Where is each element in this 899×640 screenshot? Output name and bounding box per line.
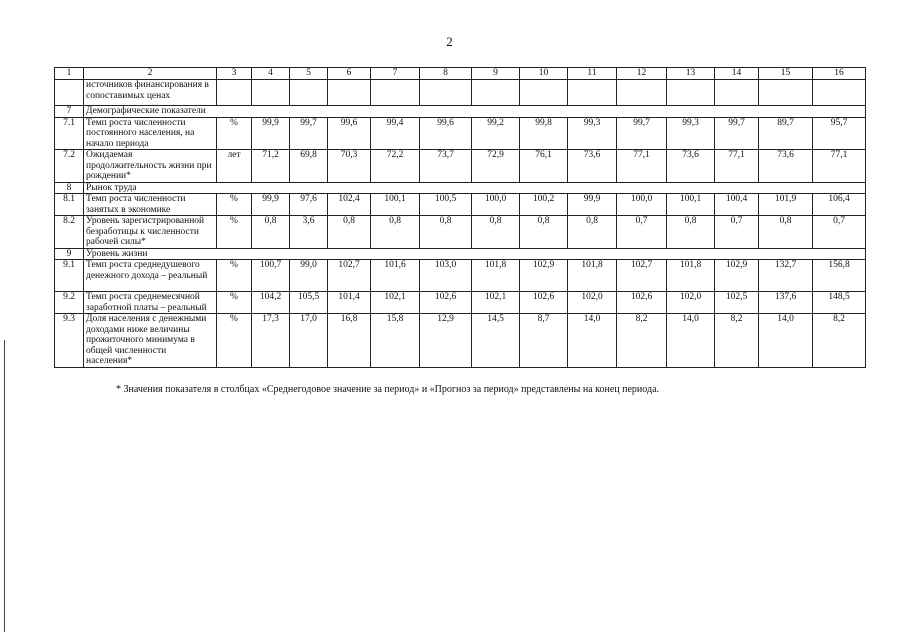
section-title-cell: Демографические показатели bbox=[84, 106, 866, 118]
value-cell: 132,7 bbox=[759, 260, 813, 292]
footnote: * Значения показателя в столбцах «Среднегодовое значение за период» и «Прогноз за период» представлены на конец периода. bbox=[116, 384, 660, 395]
value-cell: 14,0 bbox=[667, 314, 715, 368]
value-cell bbox=[252, 80, 290, 106]
value-cell: 99,9 bbox=[252, 117, 290, 150]
row-number-cell: 7.2 bbox=[55, 150, 84, 183]
value-cell: 102,6 bbox=[420, 292, 472, 314]
value-cell: 3,6 bbox=[290, 216, 328, 249]
page-number: 2 bbox=[446, 34, 453, 49]
value-cell: 73,7 bbox=[420, 150, 472, 183]
value-cell: 102,1 bbox=[371, 292, 420, 314]
row-number-cell: 9.2 bbox=[55, 292, 84, 314]
row-number-cell: 7 bbox=[55, 106, 84, 118]
header-cell: 4 bbox=[252, 68, 290, 80]
value-cell bbox=[715, 80, 759, 106]
value-cell: 95,7 bbox=[813, 117, 866, 150]
row-number-cell: 7.1 bbox=[55, 117, 84, 150]
indicator-name-cell: Темп роста численности занятых в экономике bbox=[84, 194, 217, 216]
unit-cell: % bbox=[217, 194, 252, 216]
value-cell: 99,2 bbox=[472, 117, 520, 150]
header-cell: 16 bbox=[813, 68, 866, 80]
value-cell: 73,6 bbox=[667, 150, 715, 183]
value-cell: 106,4 bbox=[813, 194, 866, 216]
value-cell: 101,8 bbox=[667, 260, 715, 292]
value-cell bbox=[290, 80, 328, 106]
value-cell: 148,5 bbox=[813, 292, 866, 314]
value-cell: 0,8 bbox=[472, 216, 520, 249]
table-row bbox=[55, 260, 866, 292]
header-cell: 10 bbox=[520, 68, 568, 80]
unit-cell: лет bbox=[217, 150, 252, 183]
value-cell: 17,0 bbox=[290, 314, 328, 368]
header-cell: 14 bbox=[715, 68, 759, 80]
value-cell: 77,1 bbox=[715, 150, 759, 183]
value-cell: 100,4 bbox=[715, 194, 759, 216]
value-cell: 101,4 bbox=[328, 292, 371, 314]
value-cell: 102,7 bbox=[617, 260, 667, 292]
value-cell: 99,3 bbox=[667, 117, 715, 150]
value-cell: 99,6 bbox=[420, 117, 472, 150]
indicator-name-cell: источников финансирования в сопоставимых ценах bbox=[84, 80, 217, 106]
header-cell: 3 bbox=[217, 68, 252, 80]
indicator-name-cell: Уровень зарегистрированной безработицы к численности рабочей силы* bbox=[84, 216, 217, 249]
header-cell: 15 bbox=[759, 68, 813, 80]
value-cell: 76,1 bbox=[520, 150, 568, 183]
value-cell: 99,6 bbox=[328, 117, 371, 150]
value-cell: 102,1 bbox=[472, 292, 520, 314]
value-cell bbox=[371, 80, 420, 106]
header-cell: 5 bbox=[290, 68, 328, 80]
scan-edge-line bbox=[4, 340, 5, 632]
value-cell: 0,8 bbox=[328, 216, 371, 249]
value-cell: 8,2 bbox=[813, 314, 866, 368]
value-cell: 0,7 bbox=[813, 216, 866, 249]
value-cell: 100,5 bbox=[420, 194, 472, 216]
value-cell: 102,0 bbox=[568, 292, 617, 314]
value-cell: 101,8 bbox=[472, 260, 520, 292]
value-cell: 14,0 bbox=[568, 314, 617, 368]
row-number-cell: 8.1 bbox=[55, 194, 84, 216]
value-cell bbox=[667, 80, 715, 106]
value-cell: 0,7 bbox=[715, 216, 759, 249]
header-cell: 2 bbox=[84, 68, 217, 80]
value-cell bbox=[813, 80, 866, 106]
row-number-cell: 9.1 bbox=[55, 260, 84, 292]
header-cell: 8 bbox=[420, 68, 472, 80]
value-cell bbox=[328, 80, 371, 106]
header-cell: 11 bbox=[568, 68, 617, 80]
value-cell: 100,2 bbox=[520, 194, 568, 216]
value-cell bbox=[472, 80, 520, 106]
value-cell: 14,5 bbox=[472, 314, 520, 368]
value-cell: 73,6 bbox=[568, 150, 617, 183]
value-cell: 102,7 bbox=[328, 260, 371, 292]
value-cell: 101,6 bbox=[371, 260, 420, 292]
value-cell: 101,9 bbox=[759, 194, 813, 216]
row-number-cell: 9.3 bbox=[55, 314, 84, 368]
row-number-cell: 8 bbox=[55, 182, 84, 194]
section-row bbox=[55, 248, 866, 260]
value-cell: 100,7 bbox=[252, 260, 290, 292]
section-row bbox=[55, 182, 866, 194]
value-cell: 156,8 bbox=[813, 260, 866, 292]
unit-cell: % bbox=[217, 117, 252, 150]
value-cell: 99,7 bbox=[617, 117, 667, 150]
table-row bbox=[55, 150, 866, 183]
value-cell bbox=[617, 80, 667, 106]
value-cell: 99,7 bbox=[290, 117, 328, 150]
value-cell: 99,3 bbox=[568, 117, 617, 150]
value-cell: 77,1 bbox=[617, 150, 667, 183]
value-cell: 97,6 bbox=[290, 194, 328, 216]
value-cell: 99,8 bbox=[520, 117, 568, 150]
table-row bbox=[55, 216, 866, 249]
value-cell: 100,1 bbox=[667, 194, 715, 216]
table-row bbox=[55, 117, 866, 150]
value-cell: 69,8 bbox=[290, 150, 328, 183]
header-cell: 12 bbox=[617, 68, 667, 80]
value-cell: 0,8 bbox=[667, 216, 715, 249]
unit-cell: % bbox=[217, 292, 252, 314]
header-row bbox=[55, 68, 866, 80]
value-cell: 137,6 bbox=[759, 292, 813, 314]
value-cell: 99,0 bbox=[290, 260, 328, 292]
value-cell: 8,2 bbox=[715, 314, 759, 368]
value-cell: 0,8 bbox=[568, 216, 617, 249]
value-cell: 8,2 bbox=[617, 314, 667, 368]
value-cell: 101,8 bbox=[568, 260, 617, 292]
value-cell: 102,9 bbox=[520, 260, 568, 292]
value-cell: 99,7 bbox=[715, 117, 759, 150]
value-cell: 8,7 bbox=[520, 314, 568, 368]
indicator-name-cell: Доля населения с денежными доходами ниже величины прожиточного минимума в общей численности населения* bbox=[84, 314, 217, 368]
value-cell bbox=[759, 80, 813, 106]
value-cell: 99,4 bbox=[371, 117, 420, 150]
row-number-cell: 8.2 bbox=[55, 216, 84, 249]
table-row bbox=[55, 292, 866, 314]
table-row bbox=[55, 314, 866, 368]
value-cell: 70,3 bbox=[328, 150, 371, 183]
value-cell: 0,8 bbox=[520, 216, 568, 249]
value-cell: 100,0 bbox=[617, 194, 667, 216]
section-title-cell: Уровень жизни bbox=[84, 248, 866, 260]
unit-cell: % bbox=[217, 216, 252, 249]
value-cell: 12,9 bbox=[420, 314, 472, 368]
value-cell: 71,2 bbox=[252, 150, 290, 183]
header-cell: 9 bbox=[472, 68, 520, 80]
indicator-name-cell: Ожидаемая продолжительность жизни при рождении* bbox=[84, 150, 217, 183]
value-cell: 102,9 bbox=[715, 260, 759, 292]
value-cell: 15,8 bbox=[371, 314, 420, 368]
indicator-name-cell: Темп роста численности постоянного населения, на начало периода bbox=[84, 117, 217, 150]
row-number-cell bbox=[55, 80, 84, 106]
value-cell: 0,8 bbox=[371, 216, 420, 249]
row-number-cell: 9 bbox=[55, 248, 84, 260]
value-cell: 105,5 bbox=[290, 292, 328, 314]
header-cell: 1 bbox=[55, 68, 84, 80]
value-cell: 0,8 bbox=[252, 216, 290, 249]
unit-cell: % bbox=[217, 260, 252, 292]
indicators-table bbox=[54, 67, 866, 368]
value-cell: 102,0 bbox=[667, 292, 715, 314]
value-cell bbox=[420, 80, 472, 106]
value-cell: 100,0 bbox=[472, 194, 520, 216]
indicator-name-cell: Темп роста среднемесячной заработной платы – реальный bbox=[84, 292, 217, 314]
value-cell bbox=[520, 80, 568, 106]
value-cell: 73,6 bbox=[759, 150, 813, 183]
value-cell: 99,9 bbox=[252, 194, 290, 216]
table-row bbox=[55, 194, 866, 216]
value-cell: 0,8 bbox=[420, 216, 472, 249]
header-cell: 7 bbox=[371, 68, 420, 80]
value-cell: 102,5 bbox=[715, 292, 759, 314]
header-cell: 6 bbox=[328, 68, 371, 80]
value-cell: 102,6 bbox=[617, 292, 667, 314]
value-cell: 103,0 bbox=[420, 260, 472, 292]
value-cell: 17,3 bbox=[252, 314, 290, 368]
value-cell: 16,8 bbox=[328, 314, 371, 368]
header-cell: 13 bbox=[667, 68, 715, 80]
section-title-cell: Рынок труда bbox=[84, 182, 866, 194]
table-row bbox=[55, 80, 866, 106]
value-cell: 102,6 bbox=[520, 292, 568, 314]
value-cell: 14,0 bbox=[759, 314, 813, 368]
section-row bbox=[55, 106, 866, 118]
value-cell: 0,8 bbox=[759, 216, 813, 249]
value-cell: 0,7 bbox=[617, 216, 667, 249]
value-cell: 104,2 bbox=[252, 292, 290, 314]
value-cell: 72,2 bbox=[371, 150, 420, 183]
value-cell: 77,1 bbox=[813, 150, 866, 183]
unit-cell bbox=[217, 80, 252, 106]
indicator-name-cell: Темп роста среднедушевого денежного дохода – реальный bbox=[84, 260, 217, 292]
value-cell: 89,7 bbox=[759, 117, 813, 150]
value-cell: 102,4 bbox=[328, 194, 371, 216]
value-cell: 100,1 bbox=[371, 194, 420, 216]
value-cell bbox=[568, 80, 617, 106]
unit-cell: % bbox=[217, 314, 252, 368]
value-cell: 72,9 bbox=[472, 150, 520, 183]
value-cell: 99,9 bbox=[568, 194, 617, 216]
